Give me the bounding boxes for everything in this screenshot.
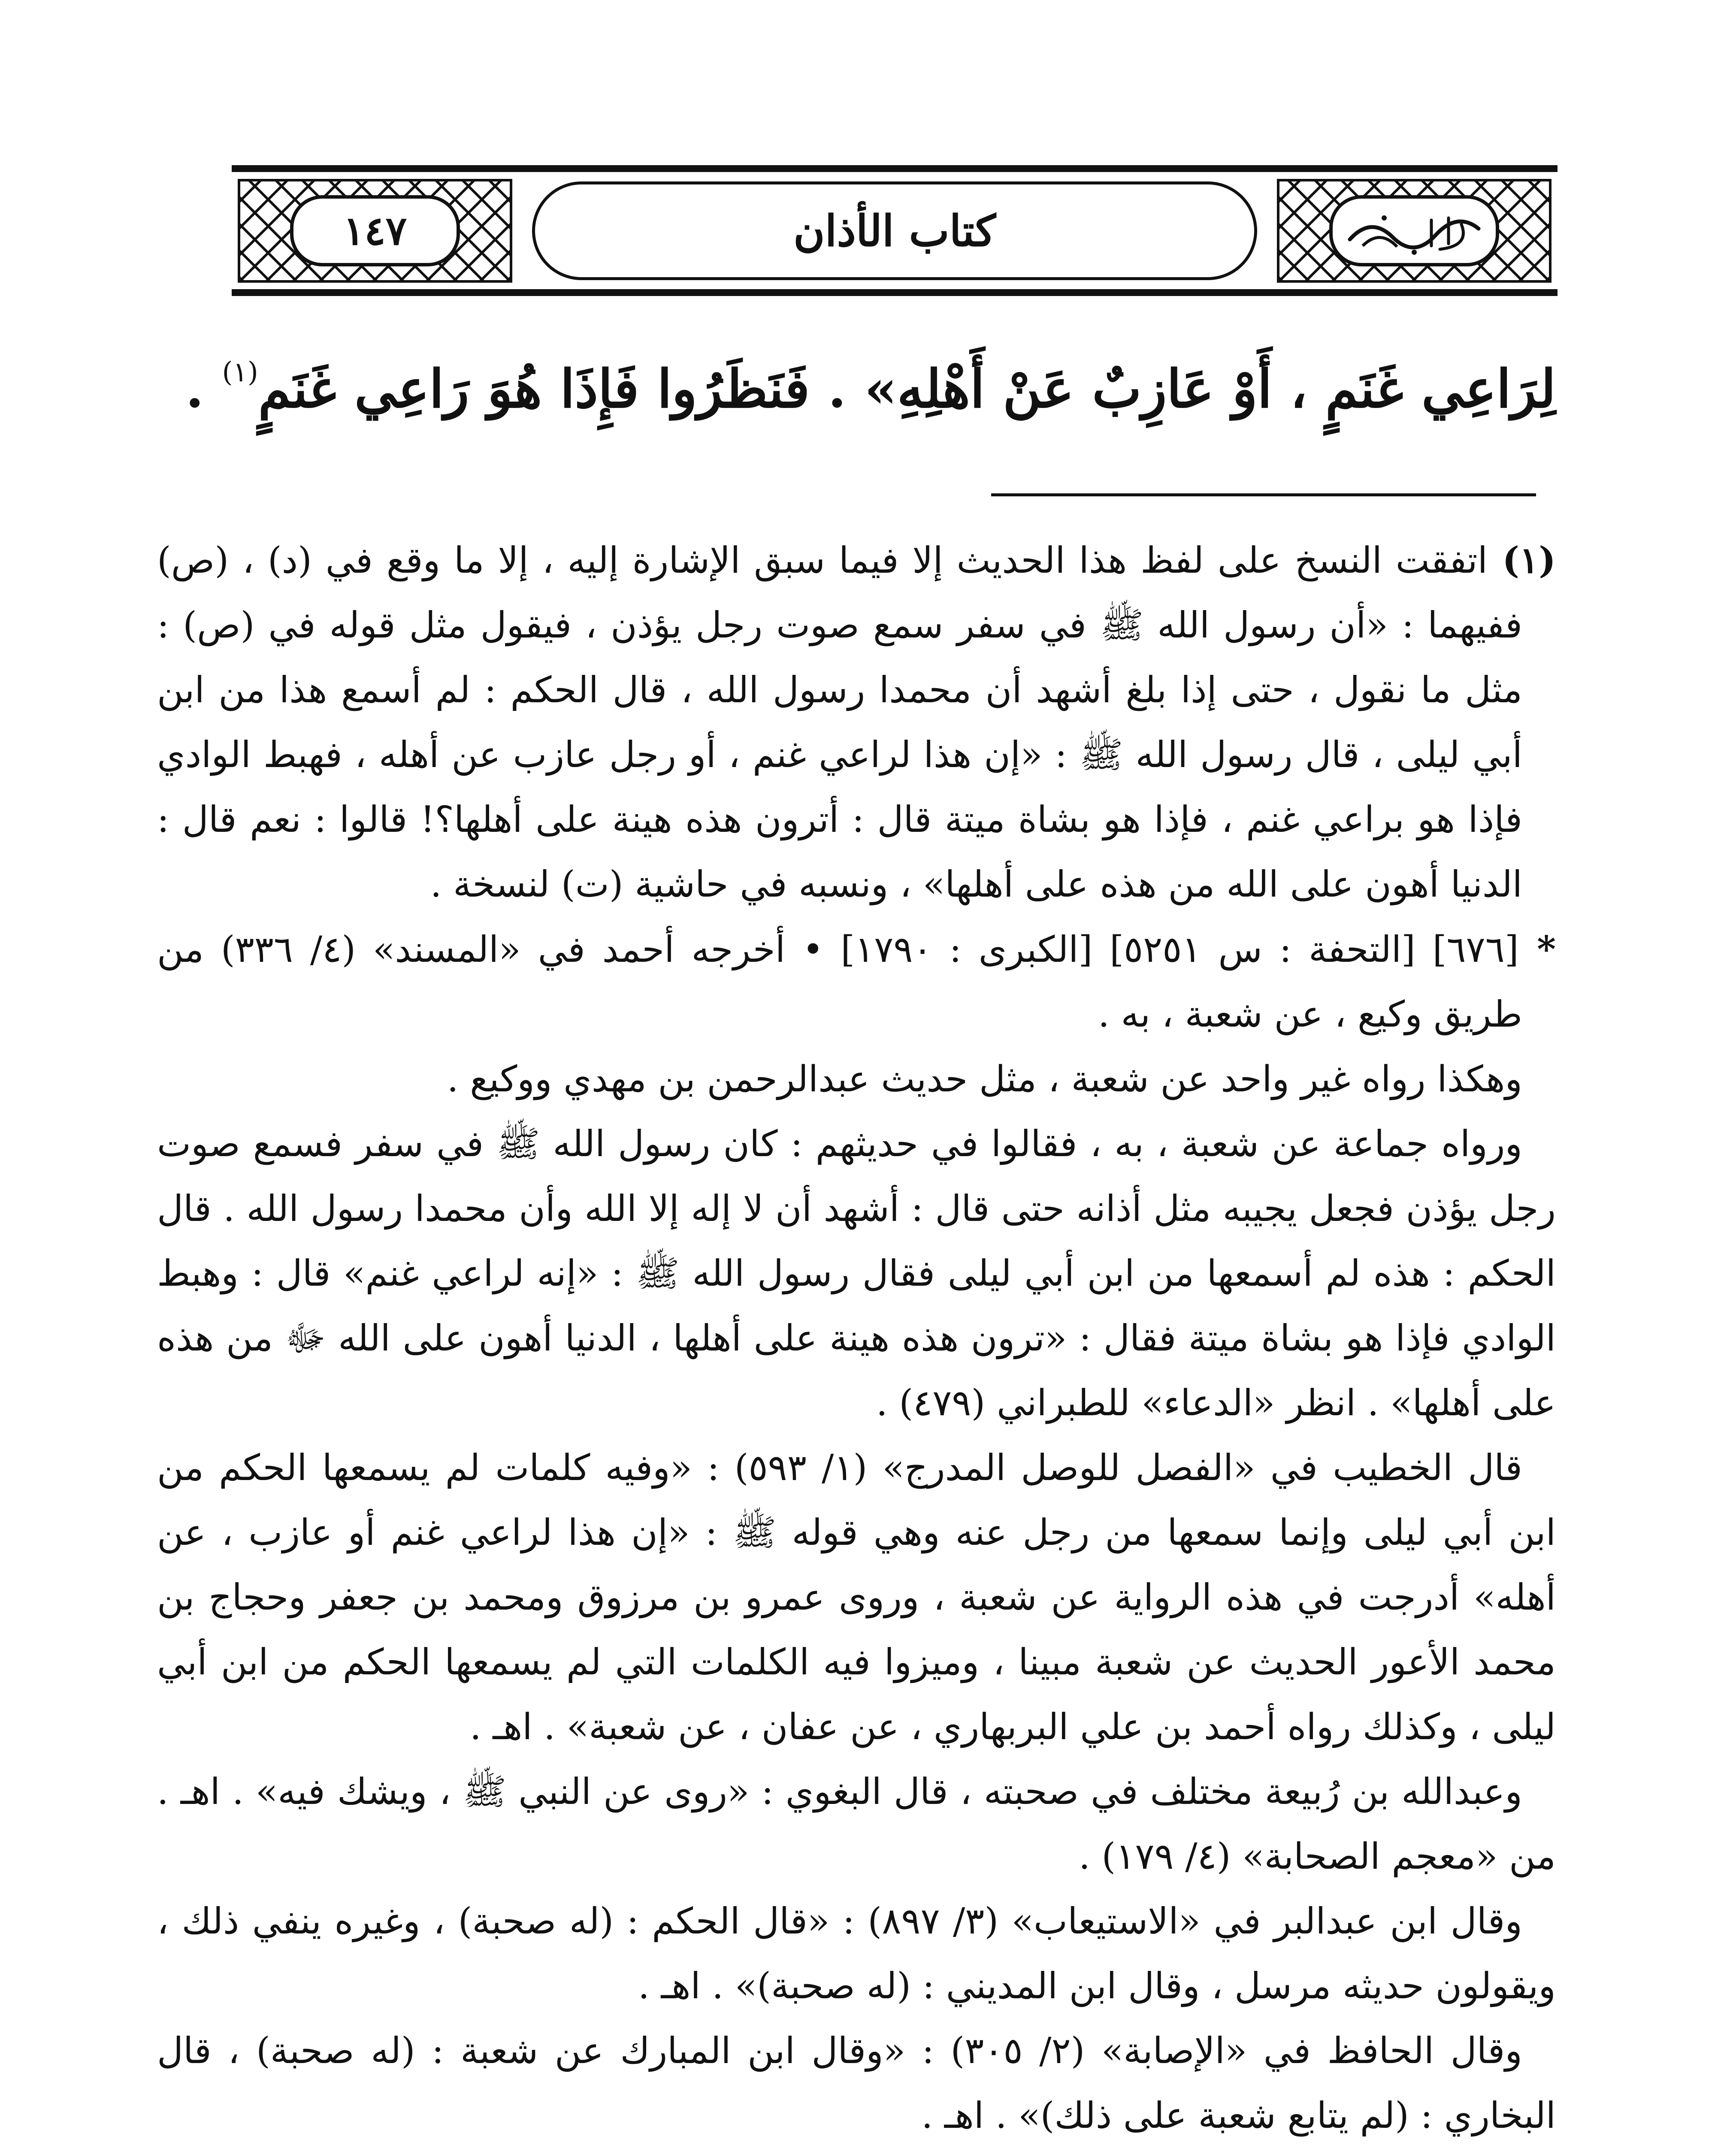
commentary-paragraph-line: اهـ . من «معجم الصحابة» (٤/ ١٧٩) .: [157, 1770, 1556, 1877]
header-ornament-left: [238, 179, 512, 283]
takhrij-marker: *: [1518, 928, 1556, 970]
commentary-paragraph-line: الحكم : هذه لم أسمعها من ابن أبي ليلى فقال رسول الله ﷺ : «إنه لراعي غنم» قال : وهبط: [157, 1252, 1556, 1294]
takhrij-text-line: [٦٧٦] [التحفة : س ٥٢٥١] [الكبرى : ١٧٩٠] • أخرجه أحمد في «المسند» (٤/ ٣٣٦) من: [157, 928, 1519, 970]
commentary-paragraph: [157, 1047, 1556, 1112]
commentary-paragraph-line: ابن أبي ليلى وإنما سمعها من رجل عنه وهي قوله ﷺ : «إن هذا لراعي غنم أو عازب ، عن: [157, 1511, 1556, 1553]
commentary-paragraph-line: أبي ليلى ، وكذلك رواه أحمد بن علي البربهاري ، عن عفان ، عن شعبة» . اهـ .: [157, 1641, 1556, 1748]
header-ornament-right: [1277, 179, 1552, 283]
hadith-text-end: .: [185, 358, 204, 420]
commentary-paragraph: [157, 2018, 1556, 2145]
commentary-paragraph-line: البخاري : (لم يتابع شعبة على ذلك)» . اهـ .: [921, 2094, 1556, 2136]
chapter-title: كتاب الأذان: [793, 205, 996, 256]
chapter-title-frame: [532, 181, 1257, 280]
footnote-1-text-line: ما نقول ، حتى إذا بلغ أشهد أن محمدا رسول الله ، قال الحكم : لم أسمع هذا من ابن أبي ليلى ،: [157, 669, 1523, 776]
book-logo-calligraphy: [1333, 199, 1496, 263]
page-number: ١٤٧: [343, 208, 407, 254]
hadith-text-line: [183, 356, 1556, 420]
commentary-paragraph-line: رجل يؤذن فجعل يجيبه مثل أذانه حتى قال : أشهد أن لا إله إلا الله وأن محمدا رسول الله . قال: [157, 1187, 1556, 1230]
hadith-text: لِرَاعِي غَنَمٍ ، أَوْ عَازِبٌ عَنْ أَهْلِهِ» . فَنَظَرُوا فَإِذَا هُوَ رَاعِي غَنَمٍ: [258, 358, 1556, 420]
commentary-paragraph: [157, 1889, 1556, 2018]
commentary-paragraph-line: ورواه جماعة عن شعبة ، به ، فقالوا في حديثهم : كان رسول الله ﷺ في سفر فسمع صوت: [157, 1123, 1522, 1165]
commentary-paragraph-line: قال الخطيب في «الفصل للوصل المدرج» (١/ ٥٩٣) : «وفيه كلمات لم يسمعها الحكم من: [157, 1447, 1522, 1489]
page-number-cartouche: [290, 195, 460, 266]
footnotes-section: [157, 528, 1556, 2145]
commentary-paragraph-line: الوادي فإذا هو بشاة ميتة فقال : «ترون هذه هينة على أهلها ، الدنيا أهون على الله ﷻ من هذه: [157, 1317, 1556, 1359]
commentary-paragraph: [157, 1759, 1556, 1889]
page-header: [232, 165, 1558, 296]
commentary-paragraph-line: محمد الأعور الحديث عن شعبة مبينا ، وميزوا فيه الكلمات التي لم يسمعها الحكم من ابن: [207, 1641, 1556, 1683]
footnote-1: [157, 528, 1556, 917]
commentary-paragraph-line: على أهلها» . انظر «الدعاء» للطبراني (٤٧٩) .: [876, 1382, 1556, 1424]
takhrij-text-line: طريق وكيع ، عن شعبة ، به .: [1098, 993, 1522, 1035]
footnote-1-text-line: غنم ، فإذا هو بشاة ميتة قال : أترون هذه هينة على أهلها؟! قالوا : نعم قال : الدنيا أهون: [157, 798, 1522, 905]
footnote-number: (١): [1487, 539, 1556, 581]
takhrij-note: [157, 917, 1556, 1047]
commentary-paragraph-line: وقال الحافظ في «الإصابة» (٢/ ٣٠٥) : «وقال ابن المبارك عن شعبة : (له صحبة) ، قال: [157, 2030, 1522, 2072]
commentary-paragraph-line: وهكذا رواه غير واحد عن شعبة ، مثل حديث عبدالرحمن بن مهدي ووكيع .: [447, 1058, 1522, 1100]
commentary-paragraph-line: أهله» أدرجت في هذه الرواية عن شعبة ، وروى عمرو بن مرزوق ومحمد بن جعفر وحجاج بن: [157, 1576, 1556, 1618]
footnote-1-text-line: ففيهما : «أن رسول الله ﷺ في سفر سمع صوت رجل يؤذن ، فيقول مثل قوله في (ص) : مثل: [157, 604, 1522, 711]
takhrij-text: [157, 917, 1556, 1047]
footnote-separator: [991, 493, 1536, 496]
commentary-paragraphs: [157, 1047, 1556, 2145]
book-logo-cartouche: [1329, 195, 1499, 266]
footnote-1-text: [157, 528, 1556, 917]
commentary-paragraph: [157, 1112, 1556, 1435]
commentary-paragraph: [157, 1435, 1556, 1759]
footnote-ref: (١): [222, 356, 258, 388]
commentary-paragraph-line: ذلك ، ويقولون حديثه مرسل ، وقال ابن المديني : (له صحبة)» . اهـ .: [157, 1900, 1556, 2007]
footnote-1-text-line: اتفقت النسخ على لفظ هذا الحديث إلا فيما سبق الإشارة إليه ، إلا ما وقع في (د) ، (ص): [157, 539, 1488, 581]
footnote-1-text-line: على الله من هذه على أهلها» ، ونسبه في حاشية (ت) لنسخة .: [430, 863, 1354, 905]
commentary-paragraph-line: وعبدالله بن رُبيعة مختلف في صحبته ، قال البغوي : «روى عن النبي ﷺ ، ويشك فيه» .: [220, 1770, 1522, 1813]
commentary-paragraph-line: وقال ابن عبدالبر في «الاستيعاب» (٣/ ٨٩٧) : «قال الحكم : (له صحبة) ، وغيره ينفي: [239, 1900, 1522, 1942]
footnote-1-text-line: قال رسول الله ﷺ : «إن هذا لراعي غنم ، أو رجل عازب عن أهله ، فهبط الوادي فإذا هو براعي: [157, 734, 1522, 840]
